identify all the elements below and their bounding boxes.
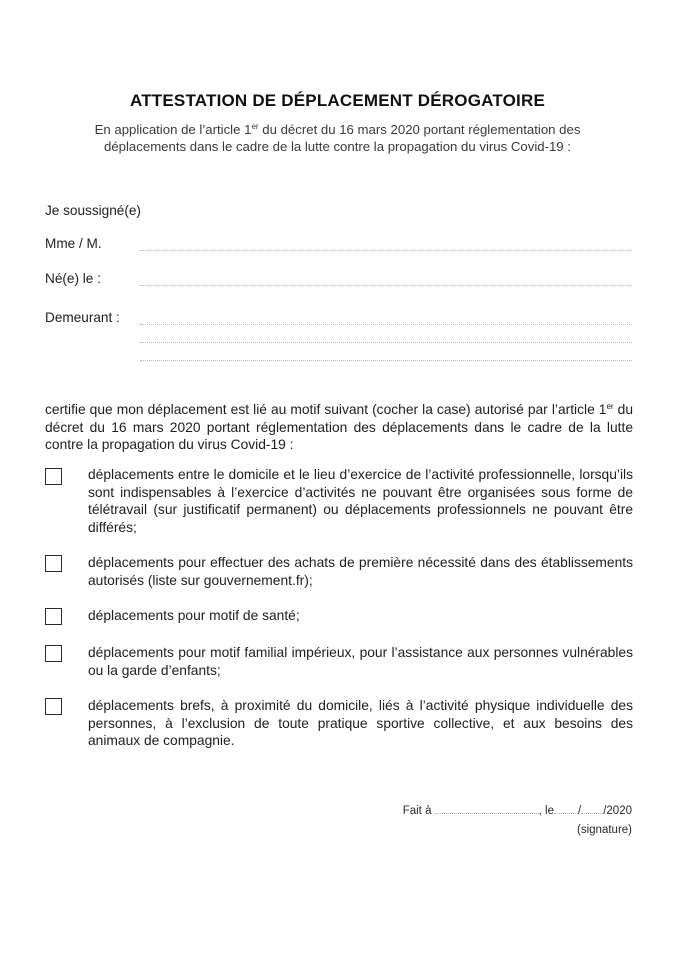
document-subtitle (60, 121, 615, 155)
name-field[interactable] (140, 250, 632, 251)
certification-text-2: du décret du 16 mars 2020 portant réglementation des déplacements dans le cadre de la lutte contre la propagation du virus Covid-19 : (45, 402, 634, 453)
address-field-line-2[interactable] (140, 342, 632, 343)
year-label: /2020 (603, 805, 632, 817)
birth-date-field[interactable] (140, 285, 632, 286)
subtitle-superscript: er (251, 122, 259, 131)
subtitle-text-1: En application de l’article 1 (94, 122, 252, 137)
made-at-label: Fait à (402, 805, 435, 817)
undersigned-label: Je soussigné(e) (45, 203, 141, 218)
option-exercise: déplacements brefs, à proximité du domicile, liés à l’activité physique individuelle des personnes, à l’exclusion de toute pratique sportive collective, et aux besoins des animaux de compagnie. (88, 698, 633, 749)
checkbox-shopping[interactable] (45, 555, 62, 572)
address-label: Demeurant : (45, 310, 120, 325)
checkbox-professional[interactable] (45, 468, 62, 485)
place-date-line (403, 804, 632, 817)
address-field-line-1[interactable] (140, 324, 632, 325)
option-family: déplacements pour motif familial impérieux, pour l’assistance aux personnes vulnérables ou la garde d’enfants; (88, 645, 633, 678)
name-label: Mme / M. (45, 236, 102, 251)
certification-superscript: er (606, 402, 614, 411)
option-shopping: déplacements pour effectuer des achats de première nécessité dans des établissements autorisés (liste sur gouvernement.fr); (88, 555, 633, 588)
subtitle-text-2: du décret du 16 mars 2020 portant réglementation des déplacements dans le cadre de la lutte contre la propagation du virus Covid-19 : (104, 122, 581, 154)
birth-date-label: Né(e) le : (45, 271, 101, 286)
place-field[interactable] (435, 804, 539, 814)
option-health: déplacements pour motif de santé; (88, 608, 300, 623)
certification-text (45, 401, 633, 454)
checkbox-family[interactable] (45, 645, 62, 662)
month-field[interactable] (581, 804, 603, 814)
certification-text-1: certifie que mon déplacement est lié au motif suivant (cocher la case) autorisé par l’article 1 (45, 402, 607, 417)
document-title: ATTESTATION DE DÉPLACEMENT DÉROGATOIRE (130, 91, 545, 110)
day-field[interactable] (554, 804, 578, 814)
date-label: , le (538, 805, 555, 817)
date-separator: / (578, 805, 582, 817)
signature-label: (signature) (577, 824, 632, 836)
checkbox-exercise[interactable] (45, 698, 62, 715)
address-field-line-3[interactable] (140, 360, 632, 361)
option-professional: déplacements entre le domicile et le lieu d’exercice de l’activité professionnelle, lorsqu’ils sont indispensables à l’exercice d’activités ne pouvant être organisées sous forme de télétravail (sur justificatif permanent) ou déplacements professionnels ne pouvant être différés; (88, 467, 633, 535)
checkbox-health[interactable] (45, 608, 62, 625)
